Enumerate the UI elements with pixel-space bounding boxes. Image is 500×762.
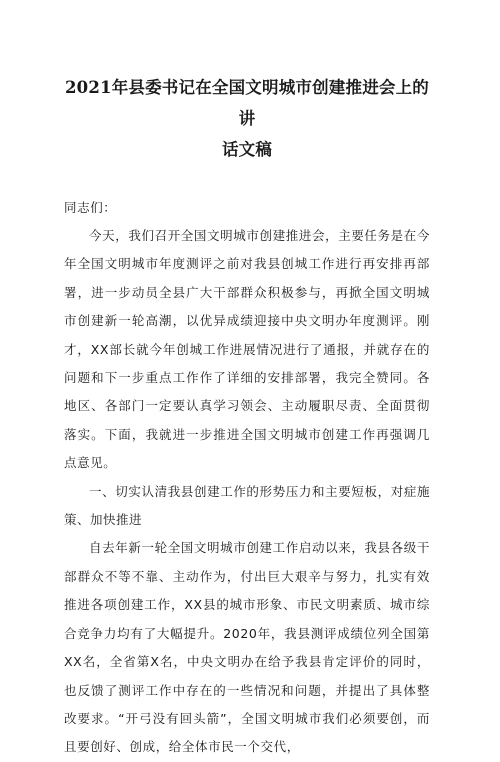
salutation: 同志们： (64, 200, 117, 215)
title-line-1: 2021年县委书记在全国文明城市创建推进会上的讲 (64, 78, 430, 128)
section-heading-1: 一、切实认清我县创建工作的形势压力和主要短板，对症施策、加快推进 (64, 483, 430, 528)
document-title (64, 72, 430, 165)
paragraph-section-1: 自去年新一轮全国文明城市创建工作启动以来，我县各级干部群众不等不靠、主动作为，付出巨大艰辛与努力，扎实有效推进各项创建工作，XX县的城市形象、市民文明素质、城市综合竞争力均有了大幅提升。2020年，我县测评成绩位列全国第XX名，全省第X名，中央文明办在给予我县肯定评价的同时，也反馈了测评工作中存在的一些情况和问题，并提出了具体整改要求。“开弓没有回头箭”，全国文明城市我们必须要创，而且要创好、创成，给全体市民一个交代， (64, 540, 430, 755)
paragraph-opening: 今天，我们召开全国文明城市创建推进会，主要任务是在今年全国文明城市年度测评之前对我县创城工作进行再安排再部署，进一步动员全县广大干部群众积极参与，再掀全国文明城市创建新一轮高潮，以优异成绩迎接中央文明办年度测评。刚才，XX部长就今年创城工作进展情况进行了通报，并就存在的问题和下一步重点工作作了详细的安排部署，我完全赞同。各地区、各部门一定要认真学习领会、主动履职尽责、全面贯彻落实。下面，我就进一步推进全国文明城市创建工作再强调几点意见。 (64, 228, 430, 471)
title-line-2: 话文稿 (221, 140, 273, 159)
